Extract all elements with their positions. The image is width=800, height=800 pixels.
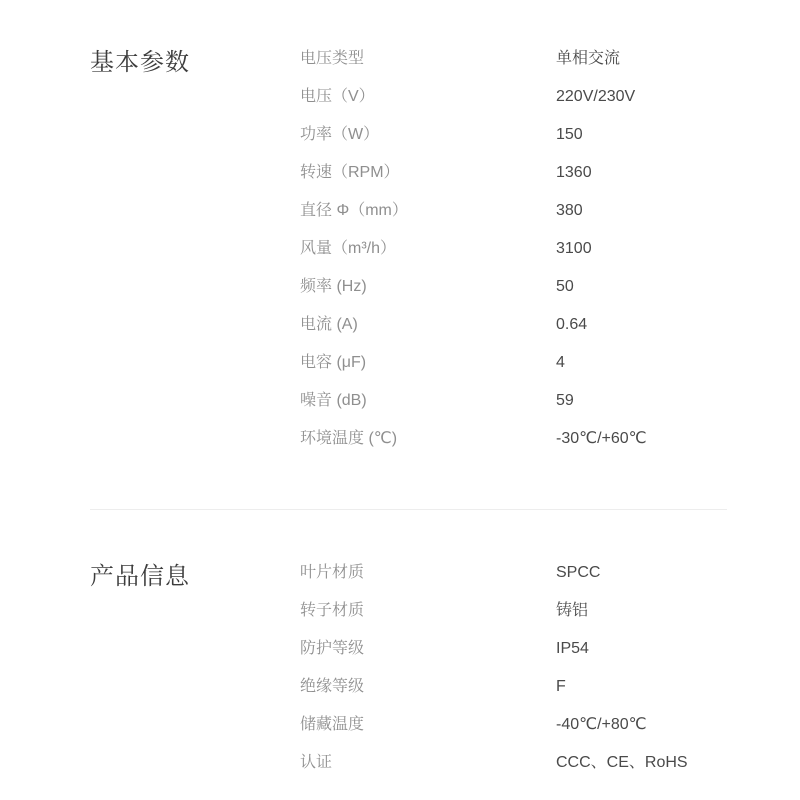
spec-row [300,744,800,782]
spec-value: 380 [556,202,583,219]
spec-label: 功率（W） [300,126,380,143]
spec-row [300,554,800,592]
spec-label: 叶片材质 [300,564,365,581]
spec-label: 绝缘等级 [300,678,365,695]
spec-row [300,40,800,78]
section-basic-parameters [0,40,800,458]
section-product-info [0,554,800,782]
spec-row [300,116,800,154]
spec-row [300,706,800,744]
spec-label: 噪音 (dB) [300,392,367,409]
spec-value: 4 [556,354,565,371]
spec-value: CCC、CE、RoHS [556,754,688,771]
section-title: 基本参数 [90,48,190,76]
spec-row [300,382,800,420]
spec-label: 储藏温度 [300,716,365,733]
spec-value: -40℃/+80℃ [556,716,647,733]
spec-row [300,306,800,344]
spec-label: 转子材质 [300,602,365,619]
spec-row [300,154,800,192]
section-divider [90,509,727,510]
spec-row [300,668,800,706]
spec-value: 3100 [556,240,592,257]
spec-rows [300,40,800,458]
spec-label: 防护等级 [300,640,365,657]
spec-value: F [556,678,566,695]
spec-rows [300,554,800,782]
spec-row [300,192,800,230]
spec-value: SPCC [556,564,601,581]
spec-row [300,268,800,306]
spec-value: 150 [556,126,583,143]
spec-row [300,592,800,630]
spec-value: IP54 [556,640,589,657]
spec-label: 电容 (μF) [300,354,367,371]
spec-label: 直径 Φ（mm） [300,202,408,219]
spec-value: 1360 [556,164,592,181]
section-title: 产品信息 [90,562,190,590]
spec-row [300,230,800,268]
spec-value: 50 [556,278,574,295]
spec-value: 0.64 [556,316,588,333]
spec-value: 220V/230V [556,88,636,105]
spec-label: 转速（RPM） [300,164,400,181]
spec-row [300,630,800,668]
spec-row [300,420,800,458]
spec-label: 风量（m³/h） [300,240,397,257]
spec-label: 电压（V） [300,88,375,105]
spec-label: 环境温度 (℃) [300,430,398,447]
spec-value: 铸铝 [556,602,589,619]
spec-row [300,78,800,116]
spec-label: 频率 (Hz) [300,278,367,295]
spec-label: 电压类型 [300,50,365,67]
spec-label: 电流 (A) [300,316,358,333]
spec-row [300,344,800,382]
spec-value: -30℃/+60℃ [556,430,647,447]
spec-label: 认证 [300,754,333,771]
spec-value: 单相交流 [556,50,621,67]
spec-value: 59 [556,392,574,409]
